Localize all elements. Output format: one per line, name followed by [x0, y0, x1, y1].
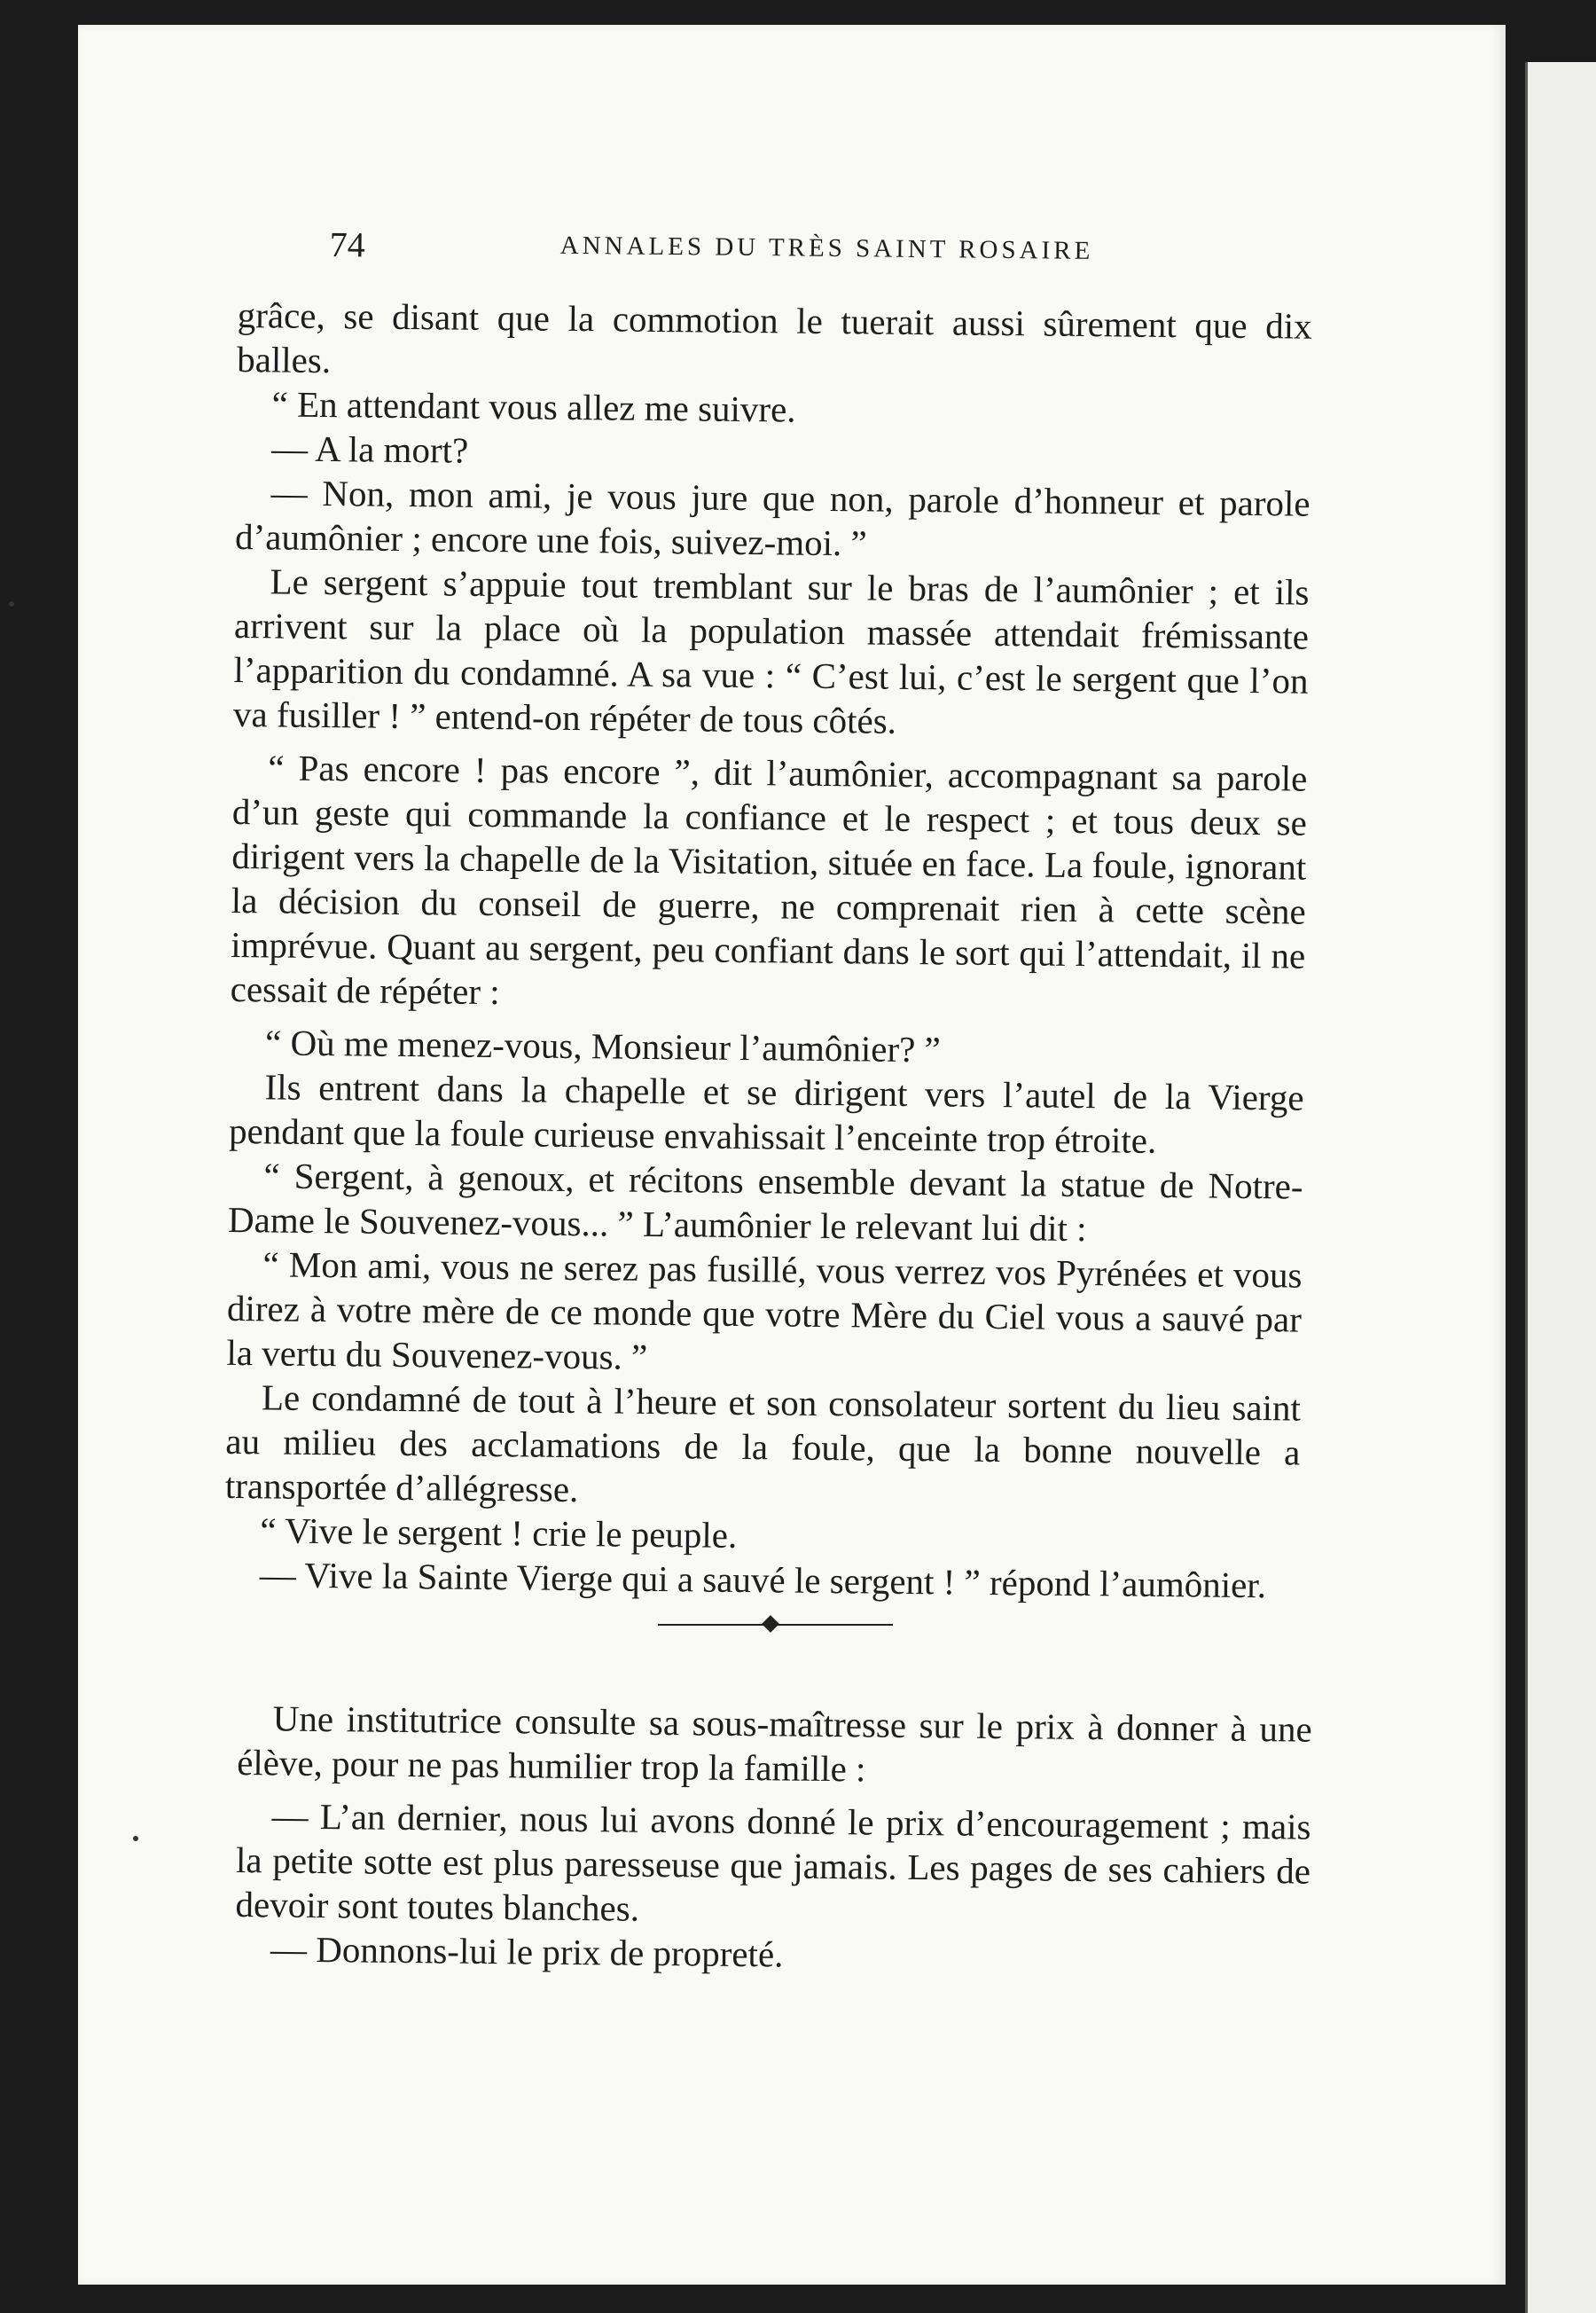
paragraph: Le condamné de tout à l’heure et son consolateur sortent du lieu saint au milieu des acclamations de la foule, que la bonne nouvelle a transportée d’allégresse.: [224, 1376, 1302, 1510]
paragraph: — Vive la Sainte Vierge qui a sauvé le sergent ! ” répond l’aumônier.: [259, 1554, 1267, 1606]
paragraph: Une institutrice consulte sa sous-maîtresse sur le prix à donner à une élève, pour ne pas humilier trop la famille :: [236, 1698, 1312, 1790]
paragraph: grâce, se disant que la commotion le tuerait aussi sûrement que dix balles.: [236, 294, 1312, 381]
paragraph: “ Pas encore ! pas encore ”, dit l’aumônier, accompagnant sa parole d’un geste qui commande la confiance et le respect ; et tous deux se dirigent vers la chapelle de la Visitation, située en face. La foule, ignorant la décision du conseil de guerre, ne comprenait rien à cette scène imprévue. Quant au sergent, peu confiant dans le sort qui l’attendait, il ne cessait de répéter :: [230, 747, 1308, 1013]
paragraph: Ils entrent dans la chapelle et se dirigent vers l’autel de la Vierge pendant que la foule curieuse envahissait l’enceinte trop étroite.: [228, 1066, 1304, 1162]
paragraph: “ Mon ami, vous ne serez pas fusillé, vous verrez vos Pyrénées et vous direz à votre mère de ce monde que votre Mère du Ciel vous a sauvé par la vertu du Souvenez-vous. ”: [226, 1243, 1303, 1378]
adjacent-page-edge: [1525, 62, 1596, 2313]
paragraph: “ Où me menez-vous, Monsieur l’aumônier? ”: [264, 1022, 942, 1070]
paragraph: Le sergent s’appuie tout tremblant sur le bras de l’aumônier ; et ils arrivent sur la place où la population massée attendait frémissante l’apparition du condamné. A sa vue : “ C’est lui, c’est le sergent que l’on va fusiller ! ” entend-on répéter de tous côtés.: [232, 561, 1310, 741]
paragraph: — Donnons-lui le prix de propreté.: [270, 1928, 784, 1975]
paragraph: “ Vive le sergent ! crie le peuple.: [260, 1509, 738, 1556]
running-title: ANNALES DU TRÈS SAINT ROSAIRE: [559, 231, 1094, 266]
speck: [133, 1836, 138, 1841]
section-divider: [658, 1616, 893, 1634]
joke-text: [235, 1696, 1312, 1982]
page-number: 74: [329, 223, 365, 265]
page-header: [329, 223, 1314, 287]
paragraph: “ En attendant vous allez me suivre.: [271, 383, 796, 430]
paragraph: “ Sergent, à genoux, et récitons ensemble devant la statue de Notre-Dame le Souvenez-vous... ” L’aumônier le relevant lui dit :: [227, 1155, 1303, 1250]
paragraph: — A la mort?: [270, 427, 469, 471]
paragraph: — Non, mon ami, je vous jure que non, parole d’honneur et parole d’aumônier ; encore une fois, suivez-moi. ”: [234, 472, 1310, 564]
paragraph: — L’an dernier, nous lui avons donné le prix d’encouragement ; mais la petite sotte est plus paresseuse que jamais. Les pages de ses cahiers de devoir sont toutes blanches.: [235, 1795, 1311, 1929]
speck: [9, 601, 14, 607]
main-text: [224, 293, 1312, 1608]
divider-ornament: [762, 1615, 779, 1633]
